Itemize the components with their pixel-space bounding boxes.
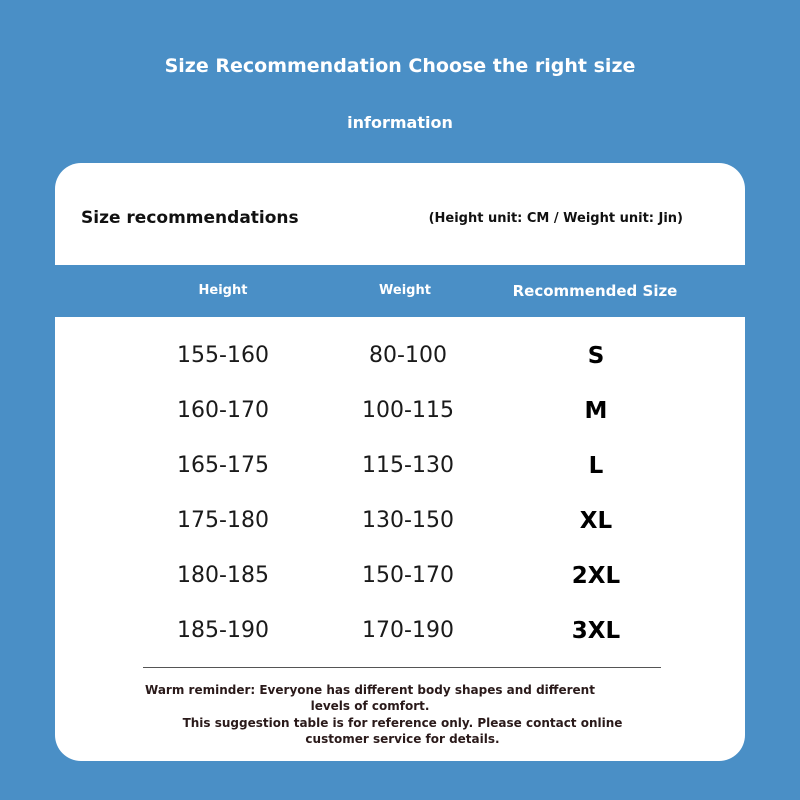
height-cell: 160-170 (177, 398, 269, 423)
table-body (55, 330, 745, 660)
table-row (55, 550, 745, 605)
weight-cell: 115-130 (362, 453, 454, 478)
size-cell: L (588, 453, 604, 479)
header-weight: Weight (379, 283, 431, 298)
weight-cell: 170-190 (362, 618, 454, 643)
table-row (55, 495, 745, 550)
size-chart-card (55, 163, 745, 761)
height-cell: 180-185 (177, 563, 269, 588)
divider (143, 667, 661, 668)
height-cell: 175-180 (177, 508, 269, 533)
table-header (55, 265, 745, 317)
size-cell: 3XL (571, 618, 621, 644)
header-height: Height (198, 283, 248, 298)
unit-note: (Height unit: CM / Weight unit: Jin) (428, 211, 683, 226)
weight-cell: 130-150 (362, 508, 454, 533)
reference-note: This suggestion table is for reference only. Please contact online customer service for details. (182, 716, 623, 746)
weight-cell: 150-170 (362, 563, 454, 588)
table-row (55, 440, 745, 495)
size-cell: M (584, 398, 608, 424)
table-row (55, 605, 745, 660)
size-cell: S (587, 343, 605, 369)
table-row (55, 330, 745, 385)
size-cell: XL (579, 508, 613, 534)
weight-cell: 80-100 (369, 343, 447, 368)
page-title: Size Recommendation Choose the right size (164, 55, 636, 77)
height-cell: 155-160 (177, 343, 269, 368)
header-recommended-size: Recommended Size (512, 282, 678, 300)
height-cell: 165-175 (177, 453, 269, 478)
height-cell: 185-190 (177, 618, 269, 643)
warm-reminder-note: Warm reminder: Everyone has different body shapes and different levels of comfort. (145, 683, 595, 713)
weight-cell: 100-115 (362, 398, 454, 423)
size-cell: 2XL (571, 563, 621, 589)
page-subtitle: information (347, 113, 453, 132)
table-row (55, 385, 745, 440)
card-heading: Size recommendations (81, 208, 299, 228)
